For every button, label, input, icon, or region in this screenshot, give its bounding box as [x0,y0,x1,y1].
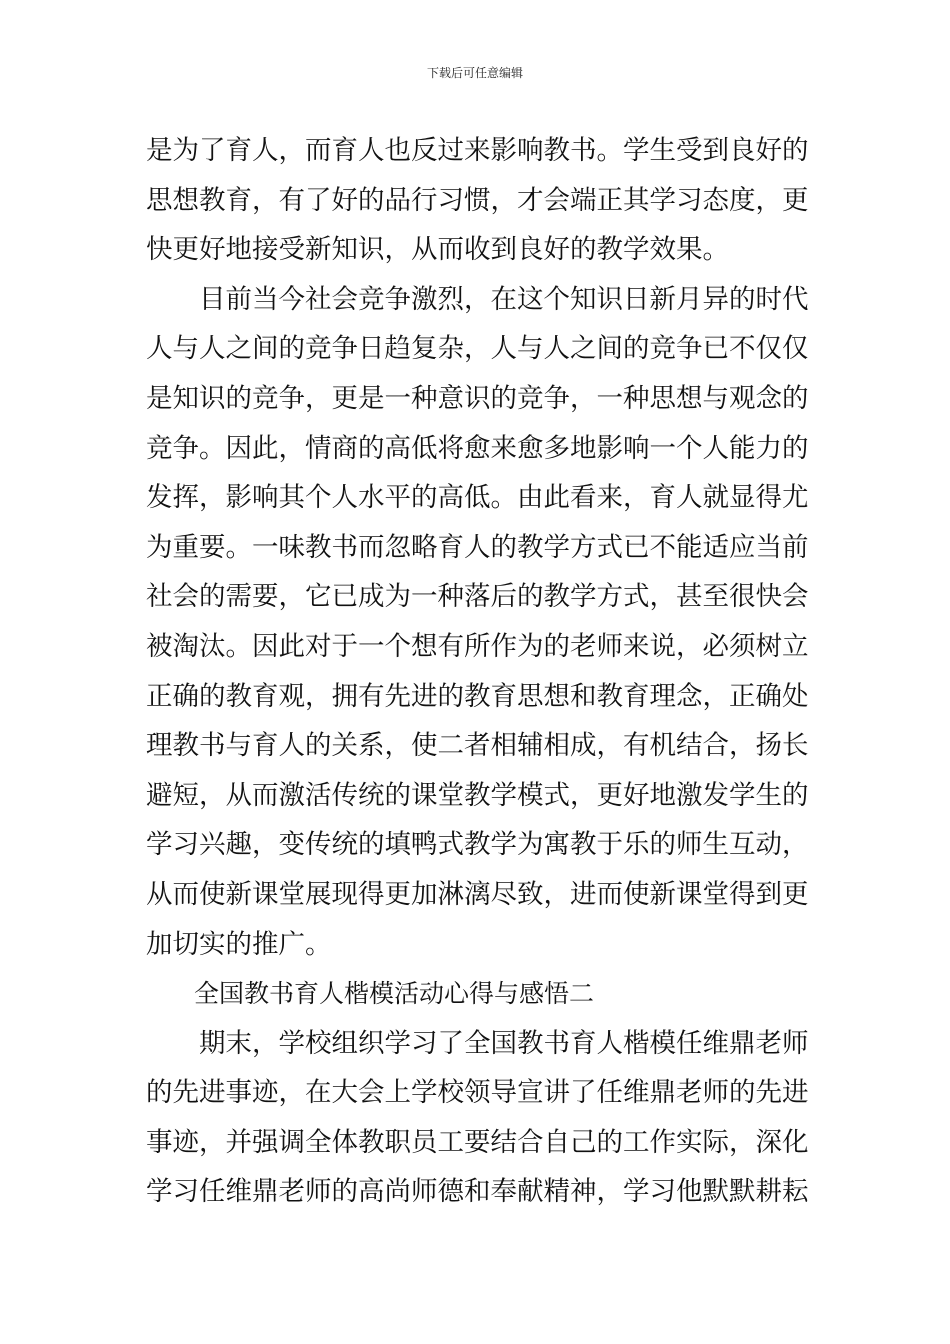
section-heading: 全国教书育人楷模活动心得与感悟二 [194,979,595,1009]
text-line: 理教书与育人的关系，使二者相辅相成，有机结合，扬长 [146,730,809,762]
text-line: 从而使新课堂展现得更加淋漓尽致，进而使新课堂得到更 [146,878,809,910]
text-line: 竞争。因此，情商的高低将愈来愈多地影响一个人能力的 [146,432,809,464]
text-line: 被淘汰。因此对于一个想有所作为的老师来说，必须树立 [146,630,809,662]
text-line: 为重要。一味教书而忽略育人的教学方式已不能适应当前 [146,531,809,563]
text-line: 发挥，影响其个人水平的高低。由此看来，育人就显得尤 [146,482,809,514]
page-header: 下载后可任意编辑 [426,66,523,80]
text-line: 社会的需要，它已成为一种落后的教学方式，甚至很快会 [146,581,809,613]
text-line: 学习兴趣，变传统的填鸭式教学为寓教于乐的师生互动， [146,829,809,861]
text-line: 人与人之间的竞争日趋复杂，人与人之间的竞争已不仅仅 [146,333,809,365]
text-line: 学习任维鼎老师的高尚师德和奉献精神，学习他默默耕耘 [146,1176,809,1208]
text-line: 快更好地接受新知识，从而收到良好的教学效果。 [146,234,729,266]
text-line: 事迹，并强调全体教职员工要结合自己的工作实际，深化 [146,1126,809,1158]
text-line: 思想教育，有了好的品行习惯，才会端正其学习态度，更 [146,184,809,216]
text-line: 避短，从而激活传统的课堂教学模式，更好地激发学生的 [146,779,809,811]
document-body [146,126,816,1217]
text-line: 是知识的竞争，更是一种意识的竞争，一种思想与观念的 [146,382,809,414]
paragraph-start-line: 目前当今社会竞争激烈，在这个知识日新月异的时代 [199,283,809,315]
text-line: 是为了育人，而育人也反过来影响教书。学生受到良好的 [146,135,809,166]
text-line: 的先进事迹，在大会上学校领导宣讲了任维鼎老师的先进 [146,1077,809,1109]
paragraph-start-line: 期末，学校组织学习了全国教书育人楷模任维鼎老师 [199,1027,809,1059]
text-line: 正确的教育观，拥有先进的教育思想和教育理念，正确处 [146,680,809,712]
text-line: 加切实的推广。 [146,928,332,960]
